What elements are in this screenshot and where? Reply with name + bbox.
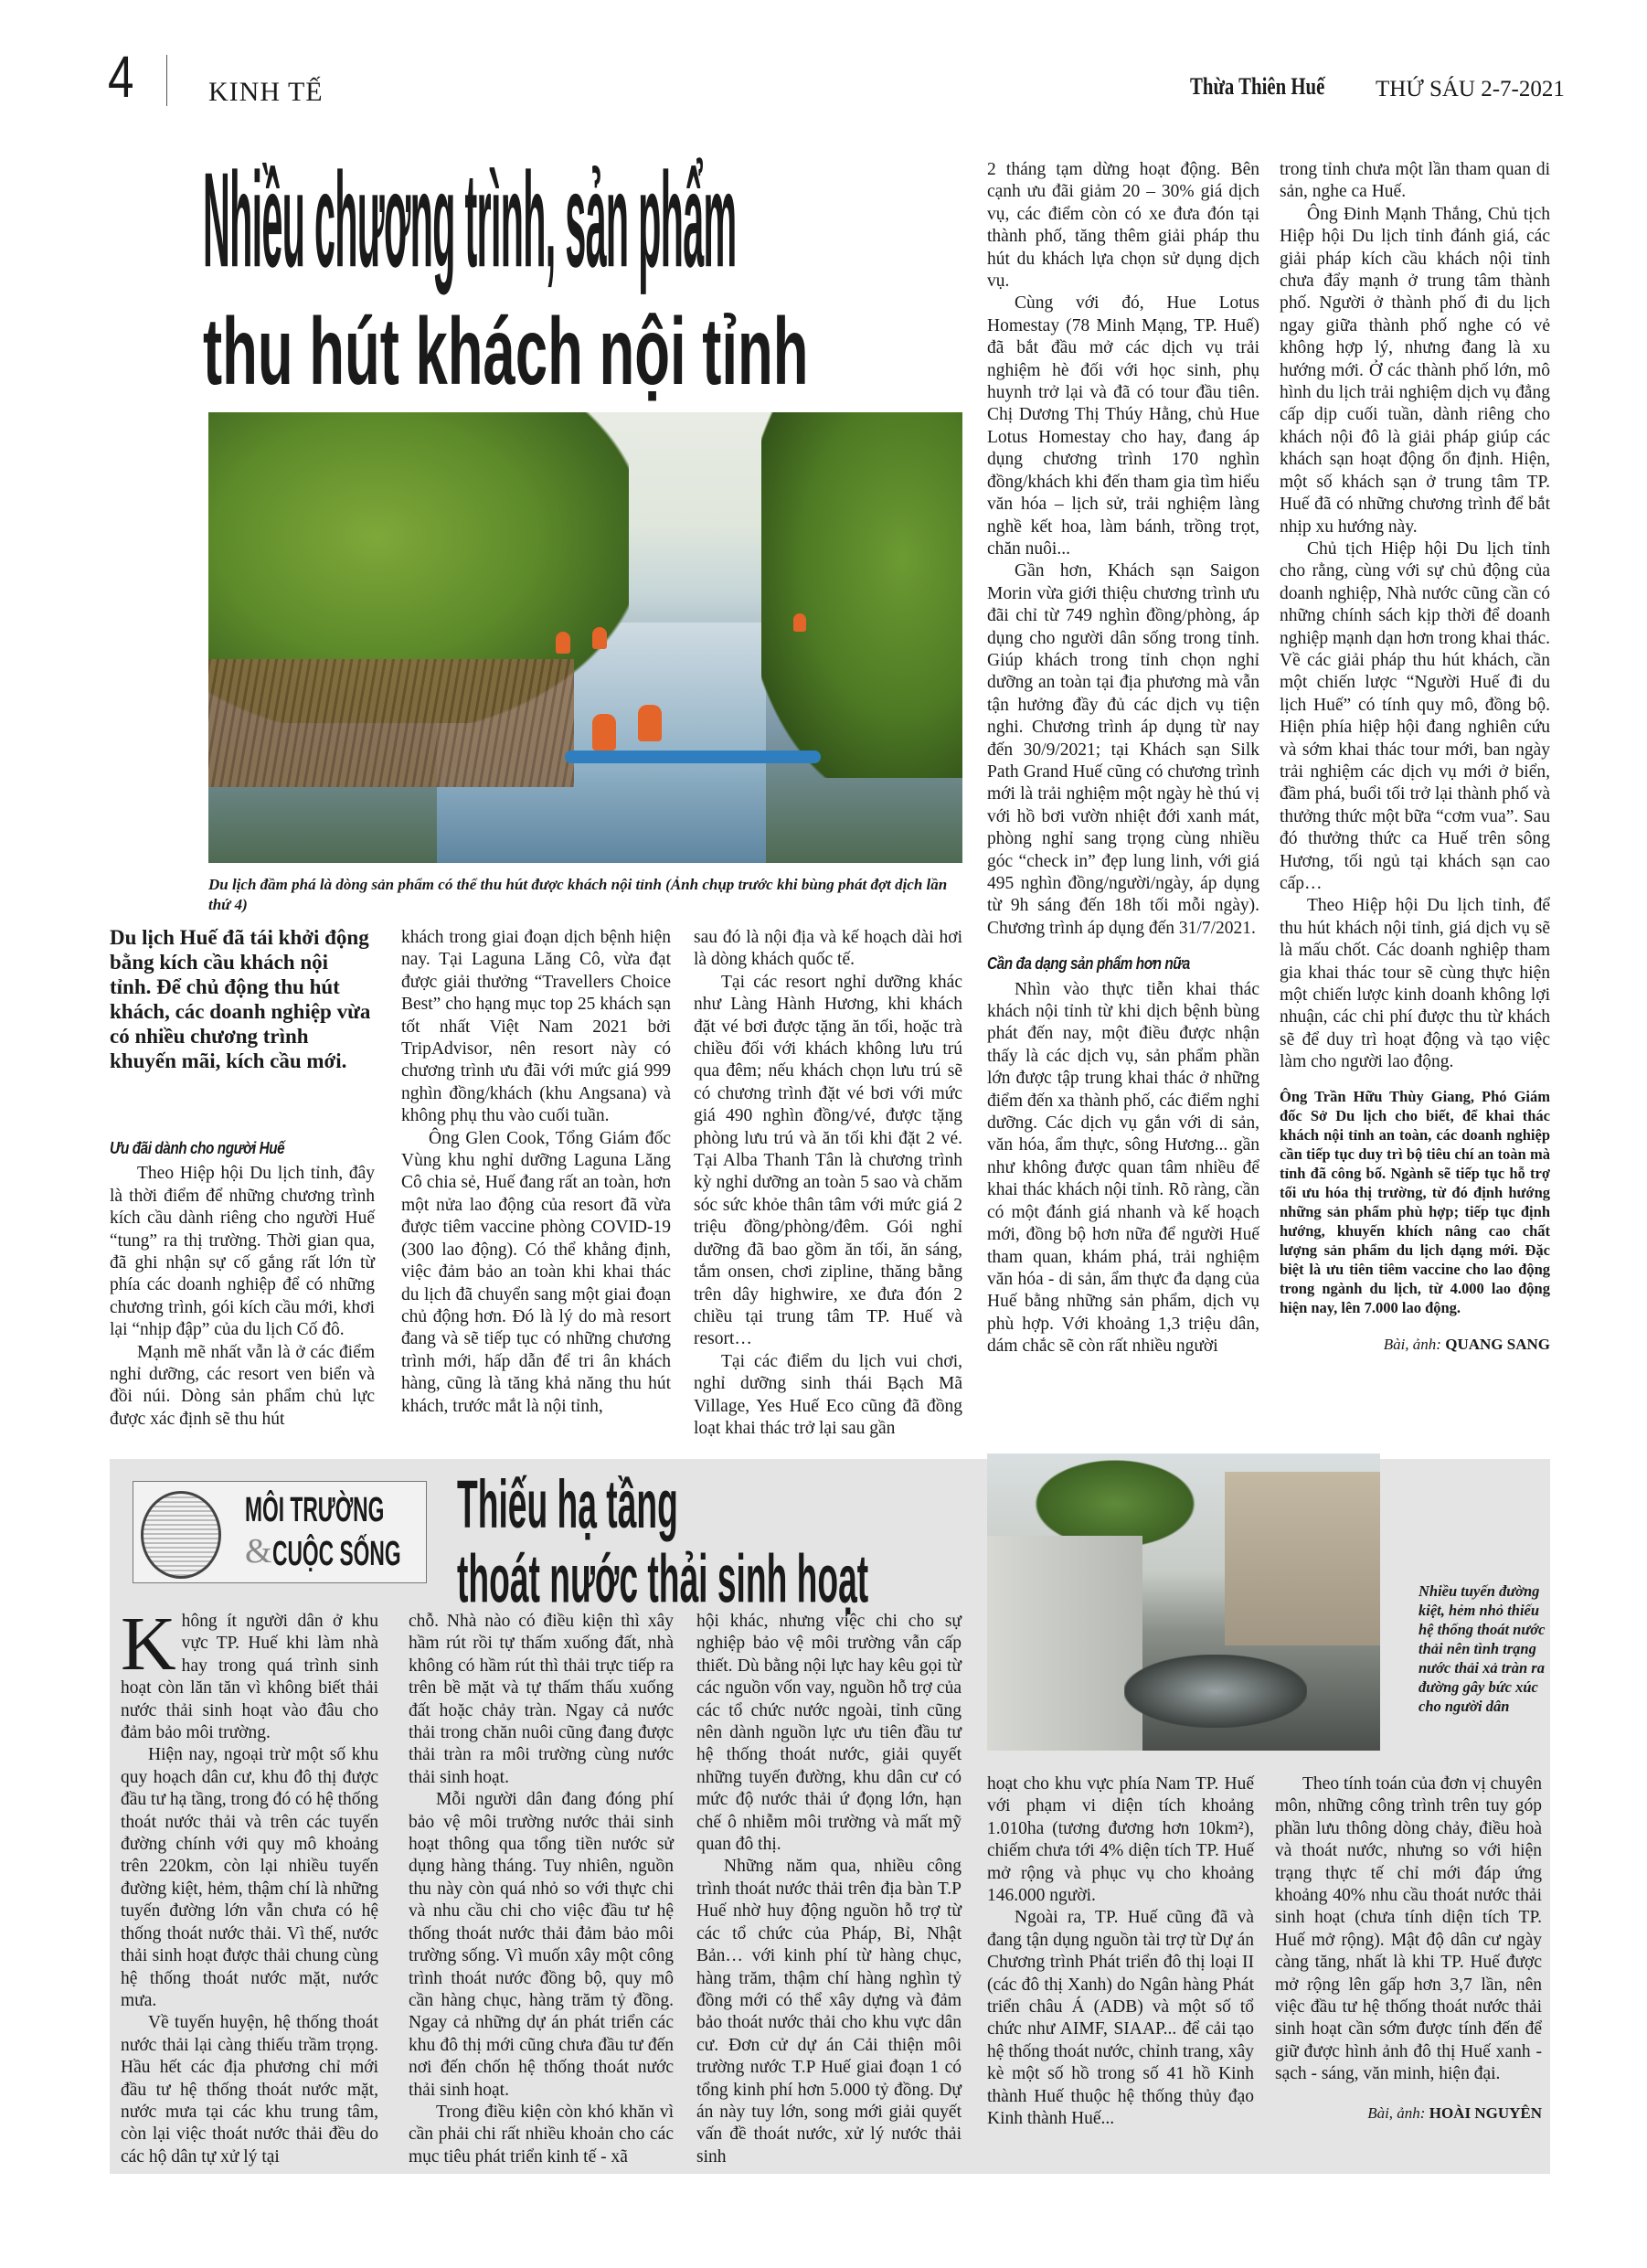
paragraph: Mạnh mẽ nhất vẫn là ở các điểm nghỉ dưỡng, các resort ven biển và đồi núi. Dòng sản phẩm chủ lực được xác định sẽ thu hút (110, 1342, 375, 1429)
paragraph: trong tỉnh chưa một lần tham quan di sản, nghe ca Huế. (1280, 160, 1550, 202)
paragraph-text: hông ít người dân ở khu vực TP. Huế khi làm nhà hay trong quá trình sinh hoạt còn lăn tăn vì không biết thải nước thải sinh hoạt vào đâu cho đảm bảo môi trường. (121, 1612, 378, 1743)
article2-column-1 (121, 1602, 378, 2168)
logo-line2: CUỘC SỐNG (272, 1535, 401, 1573)
paragraph (121, 1602, 378, 1744)
paragraph: hội khác, nhưng việc chi cho sự nghiệp bảo vệ môi trường vẫn cấp thiết. Dù bằng nội lực hay kêu gọi từ các nguồn vốn vay, nguồn hỗ trợ của các tổ chức nước ngoài, tỉnh cũng nên dành nguồn lực ưu tiên đầu tư hệ thống thoát nước, giải quyết những tuyến đường, khu dân cư có mức độ nước thải ứ đọng lớn, hạn chế ô nhiễm môi trường và mất mỹ quan đô thị. (696, 1612, 962, 1855)
article1-photo-kayaking (208, 412, 962, 863)
paragraph: Mỗi người dân đang đóng phí bảo vệ môi trường nước thải sinh hoạt thông qua tổng tiền nước sử dụng hàng tháng. Tuy nhiên, nguồn thu này còn quá nhỏ so với thực chi và nhu cầu chi cho việc đầu tư hệ thống thoát nước thải đảm bảo môi trường sống. Vì muốn xây một công trình thoát nước đồng bộ, quy mô cần hàng chục, hàng trăm tỷ đồng. Ngay cả những dự án phát triển các khu đô thị mới cũng chưa đầu tư đến nơi đến chốn hệ thống thoát nước thải sinh hoạt. (409, 1790, 674, 2100)
article1-column-3 (694, 927, 962, 1440)
logo-ampersand: & (245, 1532, 272, 1571)
ministry-seal-icon (141, 1491, 221, 1579)
article2-title (457, 1468, 868, 1617)
article2-title-line2: thoát nước thải sinh hoạt (457, 1541, 869, 1618)
paragraph: Những năm qua, nhiều công trình thoát nước thải trên địa bàn T.P Huế nhờ huy động nguồn hỗ trợ từ các tổ chức của Pháp, Bỉ, Nhật Bản… với kinh phí từ hàng chục, hàng trăm, thậm chí hàng nghìn tỷ đồng mới có thể xây dựng và đảm bảo thoát nước thải cho khu vực dân cư. Đơn cử dự án Cải thiện môi trường nước T.P Huế giai đoạn 1 có tổng kinh phí hơn 5.000 tỷ đồng. Dự án này tuy lớn, song mới giải quyết vấn đề thoát nước, xử lý nước thải sinh (696, 1857, 962, 2167)
article2-column-5 (1275, 1773, 1542, 2124)
pull-quote: Ông Trần Hữu Thùy Giang, Phó Giám đốc Sở Du lịch cho biết, để khai thác khách nội tỉnh an toàn, các doanh nghiệp cần tiếp tục duy trì bộ tiêu chí an toàn mà tỉnh đã công bố. Ngành sẽ tiếp tục hỗ trợ tối ưu hóa thị trường, từ đó định hướng những sản phẩm phù hợp; tiếp tục định hướng, khuyến khích nâng cao chất lượng sản phẩm du lịch dạng mới. Đặc biệt là ưu tiên tiêm vaccine cho lao động trong ngành du lịch, từ 4.000 lao động hiện nay, lên 7.000 lao động. (1280, 1087, 1550, 1316)
byline (1275, 2103, 1542, 2124)
paragraph: chỗ. Nhà nào có điều kiện thì xây hầm rút rồi tự thấm xuống đất, nhà không có hầm rút thì thải trực tiếp ra trên bề mặt và tự thấm thấu xuống đất hoặc chảy tràn. Ngay cả nước thải trong chăn nuôi cũng đang được thải tràn ra môi trường cùng nước thải sinh hoạt. (409, 1612, 674, 1787)
article1-photo-caption: Du lịch đầm phá là dòng sản phẩm có thể thu hút được khách nội tỉnh (Ảnh chụp trước khi bùng phát đợt dịch lần thứ 4) (208, 876, 948, 913)
header-divider (166, 55, 167, 106)
paragraph: Tại các resort nghỉ dưỡng khác như Làng Hành Hương, khi khách đặt vé bơi được tặng ăn tối, hoặc trà chiều đối với khách không lưu trú qua đêm; nếu khách chọn lưu trú sẽ có chương trình đặt vé bơi với mức giá 490 nghìn đồng/vé, được tặng phòng lưu trú và ăn tối khi đặt 2 vé. Tại Alba Thanh Tân là chương trình kỳ nghỉ dưỡng an toàn 5 sao và chăm sóc sức khỏe thân tâm với mức giá 2 triệu đồng/phòng/đêm. Gói nghỉ dưỡng đã bao gồm ăn tối, ăn sáng, tắm onsen, chơi zipline, thăng bằng trên dây highwire, xe đưa đón 2 chiều tại trung tâm TP. Huế và resort… (694, 972, 962, 1349)
paragraph: Về tuyến huyện, hệ thống thoát nước thải lại càng thiếu trầm trọng. Hầu hết các địa phương chỉ mới đầu tư hệ thống thoát nước mặt, nước mưa tại các khu trung tâm, còn lại việc thoát nước thải đều do các hộ dân tự xử lý tại (121, 2013, 378, 2167)
drop-cap: K (121, 1602, 176, 1687)
article2-column-3 (696, 1611, 962, 2168)
paragraph: Ngoài ra, TP. Huế cũng đã và đang tận dụng nguồn tài trợ từ Dự án Chương trình Phát triển đô thị loại II (các đô thị Xanh) do Ngân hàng Phát triển châu Á (ADB) và một số tổ chức như AIMF, SIAAP... để cải tạo hệ thống thoát nước, chỉnh trang, xây kè một số hồ trong số 41 hồ Kinh thành Huế thuộc hệ thống thủy đạo Kinh thành Huế... (987, 1908, 1254, 2129)
article2-photo-alley (987, 1453, 1380, 1751)
issue-date: THỨ SÁU 2-7-2021 (1376, 77, 1565, 101)
paragraph: Hiện nay, ngoại trừ một số khu quy hoạch dân cư, khu đô thị được đầu tư hạ tầng, trong đó có hệ thống thoát nước thải và trên các tuyến đường chính với quy mô khoảng trên 220km, còn lại nhiều tuyến đường kiệt, hẻm, thậm chí là những tuyến đường lớn vẫn chưa có hệ thống thoát nước thải. Vì thế, nước thải sinh hoạt được thải chung cùng hệ thống thoát nước mặt, nước mưa. (121, 1745, 378, 2010)
paragraph: Nhìn vào thực tiễn khai thác khách nội tỉnh từ khi dịch bệnh bùng phát đến nay, một điều được nhận thấy là các dịch vụ, sản phẩm phần lớn được tập trung khai thác ở những điểm đến xa thành phố, các điểm nghỉ dưỡng. Các dịch vụ gắn với di sản, văn hóa, ẩm thực, sông Hương... gần như không được quan tâm nhiều để khai thác khách nội tỉnh. Rõ ràng, cần có một đánh giá nhanh và kế hoạch mới, đồng bộ hơn nữa để người Huế tham quan, khám phá, trải nghiệm văn hóa - di sản, ẩm thực đa dạng của Huế bằng những sản phẩm, dịch vụ phù hợp. Với khoảng 1,3 triệu dân, dám chắc sẽ còn rất nhiều người (987, 979, 1259, 1357)
byline-author: QUANG SANG (1445, 1335, 1550, 1353)
paragraph: Gần hơn, Khách sạn Saigon Morin vừa giới thiệu chương trình ưu đãi chỉ từ 749 nghìn đồng/phòng, áp dụng cho người dân sống trong tỉnh. Giúp khách trong tỉnh chọn nghỉ dưỡng an toàn tại địa phương mà vẫn tận hưởng đầy đủ các dịch vụ tiện nghi. Chương trình áp dụng từ nay đến 30/9/2021; tại Khách sạn Silk Path Grand Huế cũng có chương trình mới là trải nghiệm một ngày hè thú vị với hồ bơi vườn nhiệt đới xanh mát, phòng nghỉ sang trọng cùng nhiều góc “check in” đẹp lung linh, với giá 495 nghìn đồng/người/ngày, áp dụng từ 9h sáng đến 18h tối mỗi ngày). Chương trình áp dụng đến 31/7/2021. (987, 561, 1259, 938)
article1-column-5 (1280, 159, 1550, 1356)
article2-column-4 (987, 1773, 1254, 2131)
subheading: Ưu đãi dành cho người Huế (110, 1139, 285, 1157)
paragraph: 2 tháng tạm dừng hoạt động. Bên cạnh ưu đãi giảm 20 – 30% giá dịch vụ, các điểm còn có xe đưa đón tại thành phố, tăng thêm giải pháp thu hút du khách lựa chọn sử dụng dịch vụ. (987, 160, 1259, 292)
section-name: KINH TẾ (208, 77, 324, 107)
byline-prefix: Bài, ảnh: (1383, 1335, 1441, 1353)
paragraph: Theo tính toán của đơn vị chuyên môn, những công trình trên tuy góp phần lưu thông dòng chảy, điều hoà và thoát nước, nhưng so với hiện trạng thực tế chỉ mới đáp ứng khoảng 40% nhu cầu thoát nước thải sinh hoạt (chưa tính diện tích TP. Huế mở rộng). Mật độ dân cư ngày càng tăng, nhất là khi TP. Huế được mở rộng lên gấp hơn 3,7 lần, nên việc đầu tư hệ thống thoát nước thải sinh hoạt cần sớm được tính đến để giữ được hình ảnh đô thị Huế xanh - sạch - sáng, văn minh, hiện đại. (1275, 1774, 1542, 2084)
paragraph: Tại các điểm du lịch vui chơi, nghỉ dưỡng sinh thái Bạch Mã Village, Yes Huế Eco cũng đã đồng loạt khai thác trở lại sau gần (694, 1351, 962, 1438)
paragraph: Theo Hiệp hội Du lịch tỉnh, để thu hút khách nội tỉnh, giá dịch vụ sẽ là mấu chốt. Các doanh nghiệp tham gia khai thác tour sẽ cùng thực hiện một chiến lược kinh doanh không lợi nhuận, các chi phí được thu từ khách sẽ để duy trì hoạt động và tạo việc làm cho người lao động. (1280, 896, 1550, 1072)
byline (1280, 1334, 1550, 1356)
article1-column-2 (401, 927, 671, 1418)
article2-photo-caption: Nhiều tuyến đường kiệt, hẻm nhỏ thiếu hệ thống thoát nước thải nên tình trạng nước thải xả tràn ra đường gây bức xúc cho người dân (1419, 1582, 1546, 1715)
article1-lead: Du lịch Huế đã tái khởi động bằng kích cầu khách nội tỉnh. Để chủ động thu hút khách, các doanh nghiệp vừa có nhiều chương trình khuyến mãi, kích cầu mới. (110, 926, 371, 1072)
article1-title-line1: Nhiều chương trình, sản phẩm (203, 144, 737, 296)
article2-title-line1: Thiếu hạ tầng (457, 1466, 678, 1543)
paragraph: sau đó là nội địa và kế hoạch dài hơi là dòng khách quốc tế. (694, 928, 962, 970)
subheading: Cần đa dạng sản phẩm hơn nữa (987, 954, 1190, 974)
paragraph: khách trong giai đoạn dịch bệnh hiện nay. Tại Laguna Lăng Cô, vừa đạt được giải thưởng “Travellers Choice Best” cho hạng mục top 25 khách sạn tốt nhất Việt Nam 2021 bởi TripAdvisor, nên resort này có chương trình ưu đãi với mức giá 999 nghìn đồng/khách (khu Angsana) và không phụ thu vào cuối tuần. (401, 928, 671, 1126)
article2-column-2 (409, 1611, 674, 2168)
paragraph: Trong điều kiện còn khó khăn vì cần phải chi rất nhiều khoản cho các mục tiêu phát triển kinh tế - xã (409, 2102, 674, 2167)
article1-title-line2: thu hút khách nội tỉnh (203, 299, 809, 405)
byline-prefix: Bài, ảnh: (1367, 2103, 1426, 2122)
paragraph: Theo Hiệp hội Du lịch tỉnh, đây là thời điểm để những chương trình kích cầu dành riêng cho người Huế “tung” ra thị trường. Thời gian qua, đã ghi nhận sự cố gắng rất lớn từ phía các doanh nghiệp để có những chương trình, gói kích cầu mới, khơi lại “nhịp đập” của du lịch Cố đô. (110, 1164, 375, 1340)
paragraph: hoạt cho khu vực phía Nam TP. Huế với phạm vi diện tích khoảng 1.010ha (tương đương hơn 10km²), chiếm chưa tới 4% diện tích TP. Huế mở rộng và phục vụ cho khoảng 146.000 người. (987, 1774, 1254, 1906)
paragraph: Cùng với đó, Hue Lotus Homestay (78 Minh Mạng, TP. Huế) đã bắt đầu mở các dịch vụ trải nghiệm hè đối với học sinh, phụ huynh trở lại và đã có tour đầu tiên. Chị Dương Thị Thúy Hằng, chủ Hue Lotus Homestay cho hay, đang áp dụng chương trình 170 nghìn đồng/khách khi đến tham gia tìm hiểu văn hóa – lịch sử, trải nghiệm làng nghề kết hoa, làm bánh, trồng trọt, chăn nuôi... (987, 293, 1259, 559)
paragraph: Ông Đinh Mạnh Thắng, Chủ tịch Hiệp hội Du lịch tỉnh đánh giá, các giải pháp kích cầu khách nội tỉnh chưa đẩy mạnh ở trung tâm thành phố. Người ở thành phố đi du lịch ngay giữa thành phố nghe có vẻ không hợp lý, nhưng đang là xu hướng mới. Ở các thành phố lớn, mô hình du lịch trải nghiệm dịch vụ đẳng cấp dịp cuối tuần, dành riêng cho khách nội đô là giải pháp giúp các khách sạn hoạt động ổn định. Hiện, một số khách sạn ở trung tâm TP. Huế đã có những chương trình để bắt nhịp xu hướng này. (1280, 204, 1550, 537)
byline-author: HOÀI NGUYÊN (1429, 2103, 1542, 2122)
newspaper-name: Thừa Thiên Huế (1190, 73, 1325, 100)
article1-column-1 (110, 1124, 375, 1431)
paragraph: Ông Glen Cook, Tổng Giám đốc Vùng khu nghỉ dưỡng Laguna Lăng Cô chia sẻ, Huế đang rất an toàn, hơn một nửa lao động của resort đã vừa được tiêm vaccine phòng COVID-19 (300 lao động). Có thể khẳng định, việc đảm bảo an toàn khi khai thác du lịch đã chuyển sang một giai đoạn chủ động hơn. Đó là lý do mà resort đang và sẽ tiếp tục có những chương trình mới, hấp dẫn để tri ân khách hàng, cũng là tăng khả năng thu hút khách, trước mắt là nội tỉnh, (401, 1128, 671, 1416)
paragraph: Chủ tịch Hiệp hội Du lịch tỉnh cho rằng, cùng với sự chủ động của doanh nghiệp, Nhà nước cũng cần có những chính sách kịp thời để doanh nghiệp mạnh dạn hơn trong khai thác. Về các giải pháp thu hút khách, cần một chiến lược “Người Huế đi du lịch Huế” có tính quy mô, đồng bộ. Hiện phía hiệp hội đang nghiên cứu và sớm khai thác tour mới, ban ngày trải nghiệm các dịch vụ mới ở biển, đầm phá, buổi tối trở lại thành phố và thưởng thức một bữa “cơm vua”. Sau đó thưởng thức ca Huế trên sông Hương, tối ngủ tại khách sạn cao cấp… (1280, 538, 1550, 893)
section-logo-moi-truong-cuoc-song (133, 1481, 427, 1583)
article1-column-4 (987, 159, 1259, 1358)
page-number: 4 (108, 44, 134, 110)
logo-line1: MÔI TRƯỜNG (245, 1491, 385, 1529)
